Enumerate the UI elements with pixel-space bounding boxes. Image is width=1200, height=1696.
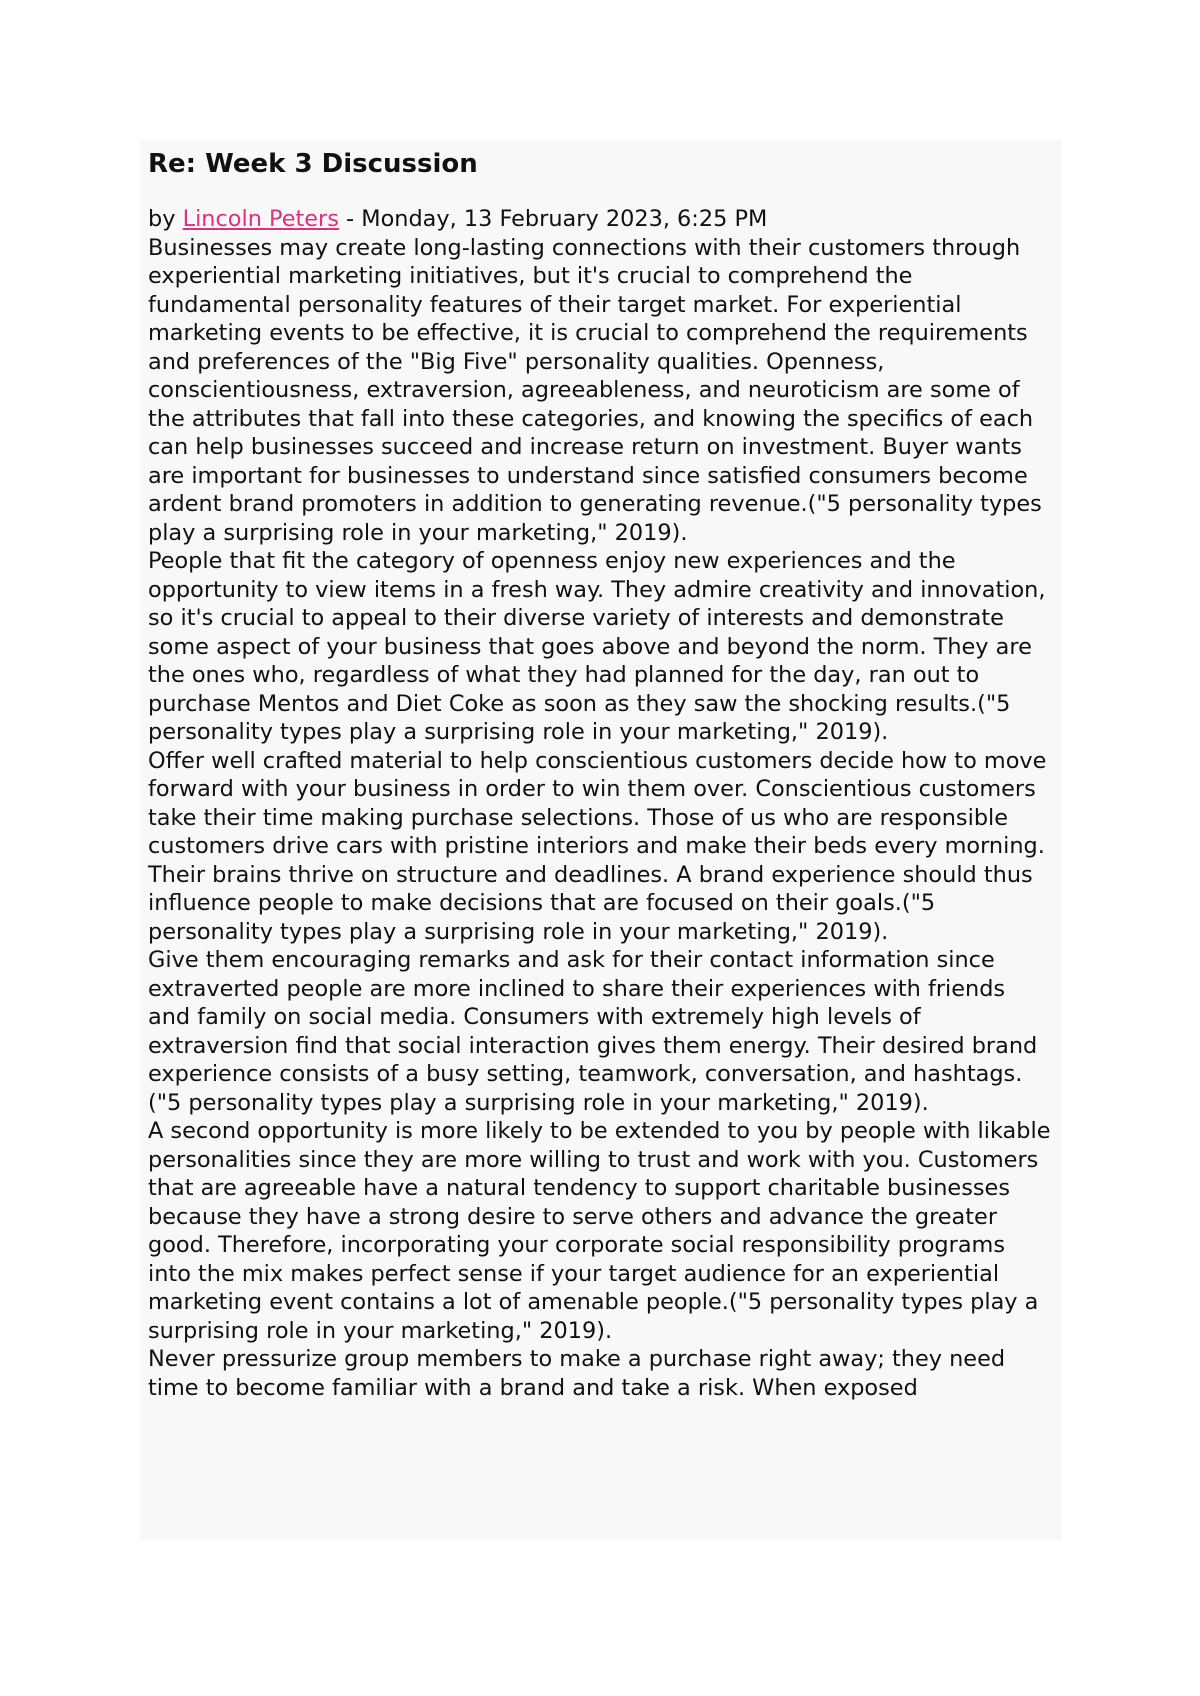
- author-link[interactable]: Lincoln Peters: [182, 206, 339, 232]
- forum-post: [140, 140, 1062, 1540]
- post-date: Monday, 13 February 2023, 6:25 PM: [361, 206, 768, 232]
- post-paragraph: Give them encouraging remarks and ask for their contact information since extraverted people are more inclined to share their experiences with friends and family on social media. Consumers with extremely high levels of extraversion find that social interaction gives them energy. Their desired brand experience consists of a busy setting, teamwork, conversation, and hashtags.("5 personality types play a surprising role in your marketing," 2019).: [148, 947, 1038, 1116]
- post-paragraph: Never pressurize group members to make a purchase right away; they need time to become familiar with a brand and take a risk. When exposed: [148, 1346, 1006, 1401]
- post-paragraph: A second opportunity is more likely to be extended to you by people with likable personalities since they are more willing to trust and work with you. Customers that are agreeable have a natural tendency to support charitable businesses because they have a strong desire to serve others and advance the greater good. Therefore, incorporating your corporate social responsibility programs into the mix makes perfect sense if your target audience for an experiential marketing event contains a lot of amenable people.("5 personality types play a surprising role in your marketing," 2019).: [148, 1118, 1051, 1344]
- post-paragraph: People that fit the category of openness enjoy new experiences and the opportunity to view items in a fresh way. They admire creativity and innovation, so it's crucial to appeal to their diverse variety of interests and demonstrate some aspect of your business that goes above and beyond the norm. They are the ones who, regardless of what they had planned for the day, ran out to purchase Mentos and Diet Coke as soon as they saw the shocking results.("5 personality types play a surprising role in your marketing," 2019).: [148, 548, 1046, 745]
- post-paragraph: Businesses may create long-lasting connections with their customers through experiential marketing initiatives, but it's crucial to comprehend the fundamental personality features of their target market. For experiential marketing events to be effective, it is crucial to comprehend the requirements and preferences of the "Big Five" personality qualities. Openness, conscientiousness, extraversion, agreeableness, and neuroticism are some of the attributes that fall into these categories, and knowing the specifics of each can help businesses succeed and increase return on investment. Buyer wants are important for businesses to understand since satisfied consumers become ardent brand promoters in addition to generating revenue.("5 personality types play a surprising role in your marketing," 2019).: [148, 234, 1042, 546]
- post-paragraph: Offer well crafted material to help conscientious customers decide how to move forward with your business in order to win them over. Conscientious customers take their time making purchase selections. Those of us who are responsible customers drive cars with pristine interiors and make their beds every morning. Their brains thrive on structure and deadlines. A brand experience should thus influence people to make decisions that are focused on their goals.("5 personality types play a surprising role in your marketing," 2019).: [148, 747, 1047, 945]
- date-separator: -: [338, 206, 362, 232]
- post-body: [148, 234, 1054, 1403]
- post-title: Re: Week 3 Discussion: [148, 149, 478, 179]
- by-prefix: by: [148, 206, 176, 232]
- post-byline: [148, 205, 1054, 234]
